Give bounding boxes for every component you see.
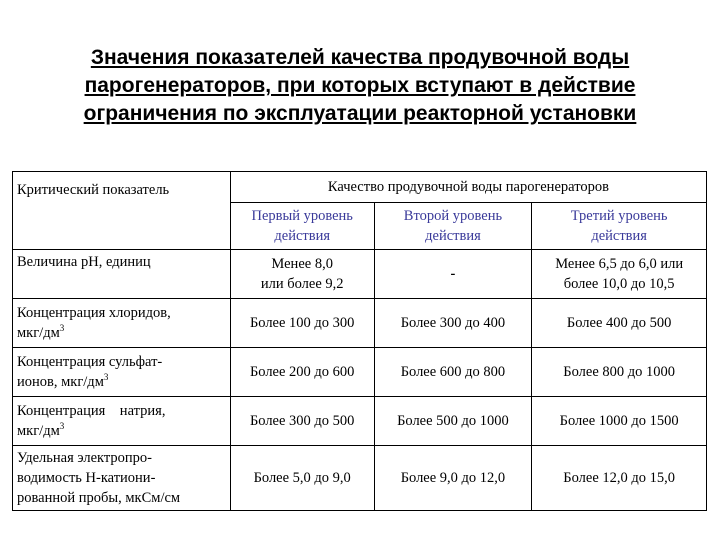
row-label-line: рованной пробы, мкСм/см — [17, 490, 181, 506]
row-label — [13, 397, 231, 446]
quality-table — [12, 171, 707, 511]
table-cell — [532, 299, 707, 348]
level-1-header — [230, 203, 374, 250]
row-label-line: мкг/дм — [17, 423, 60, 439]
table-row — [13, 446, 707, 511]
level-2-line-2: действия — [425, 228, 481, 244]
level-1-line-2: действия — [274, 228, 330, 244]
title-line-3: ограничения по эксплуатации реакторной установки — [83, 102, 637, 125]
cell-line: Более 100 до 300 — [249, 315, 355, 331]
row-label-line: Концентрация хлоридов, — [17, 305, 171, 321]
row-label — [13, 348, 231, 397]
table-cell — [374, 348, 532, 397]
row-label-line: Удельная электропро- — [17, 450, 152, 466]
row-label — [13, 446, 231, 511]
cell-line: Более 300 до 400 — [400, 315, 506, 331]
cell-line: Более 5,0 до 9,0 — [253, 470, 351, 486]
slide-title — [20, 44, 700, 128]
table-header-row — [13, 172, 707, 203]
table-cell — [374, 299, 532, 348]
cell-line: Более 1000 до 1500 — [559, 413, 679, 429]
row-label-line: мкг/дм — [17, 325, 60, 341]
title-line-1: Значения показателей качества продувочной воды — [90, 46, 630, 69]
table-row — [13, 299, 707, 348]
cell-line: Более 600 до 800 — [400, 364, 506, 380]
unit-superscript: 3 — [59, 421, 65, 432]
cell-line: более 10,0 до 10,5 — [563, 276, 675, 292]
table-row — [13, 348, 707, 397]
cell-line: Более 9,0 до 12,0 — [400, 470, 506, 486]
table-row — [13, 397, 707, 446]
row-label-line: Концентрация натрия, — [17, 403, 166, 419]
cell-line: Более 500 до 1000 — [397, 413, 509, 429]
level-3-line-1: Третий уровень — [570, 208, 668, 224]
level-2-header — [374, 203, 532, 250]
group-header-cell — [230, 172, 706, 203]
level-2-line-1: Второй уровень — [403, 208, 503, 224]
row-label-line: Концентрация сульфат- — [17, 354, 163, 370]
level-3-line-2: действия — [591, 228, 647, 244]
table-cell — [374, 446, 532, 511]
table-cell — [230, 299, 374, 348]
row-label-line: ионов, мкг/дм — [17, 374, 104, 390]
cell-line: Более 400 до 500 — [566, 315, 672, 331]
table-cell — [230, 446, 374, 511]
cell-line: или более 9,2 — [260, 276, 344, 292]
cell-line: - — [450, 266, 456, 282]
table-cell — [532, 250, 707, 299]
table-cell — [532, 348, 707, 397]
table-cell — [230, 348, 374, 397]
row-label-line: Величина pH, единиц — [17, 254, 151, 270]
unit-superscript: 3 — [59, 323, 65, 334]
cell-line: Более 12,0 до 15,0 — [563, 470, 676, 486]
criterion-header: Критический показатель — [17, 182, 170, 198]
title-line-2: парогенераторов, при которых вступают в действие — [84, 74, 636, 97]
table-cell — [532, 446, 707, 511]
table-cell — [374, 250, 532, 299]
row-label — [13, 299, 231, 348]
row-label — [13, 250, 231, 299]
cell-line: Менее 8,0 — [271, 256, 333, 272]
unit-superscript: 3 — [103, 372, 109, 383]
table-cell — [230, 397, 374, 446]
cell-line: Менее 6,5 до 6,0 или — [555, 256, 684, 272]
table-cell — [374, 397, 532, 446]
group-header: Качество продувочной воды парогенераторов — [327, 179, 609, 195]
table-cell — [230, 250, 374, 299]
row-label-line: водимость Н-катиони- — [17, 470, 156, 486]
level-1-line-1: Первый уровень — [251, 208, 353, 224]
level-3-header — [532, 203, 707, 250]
table-cell — [532, 397, 707, 446]
criterion-header-cell — [13, 172, 231, 250]
cell-line: Более 300 до 500 — [249, 413, 355, 429]
cell-line: Более 200 до 600 — [249, 364, 355, 380]
table-row — [13, 250, 707, 299]
cell-line: Более 800 до 1000 — [563, 364, 676, 380]
